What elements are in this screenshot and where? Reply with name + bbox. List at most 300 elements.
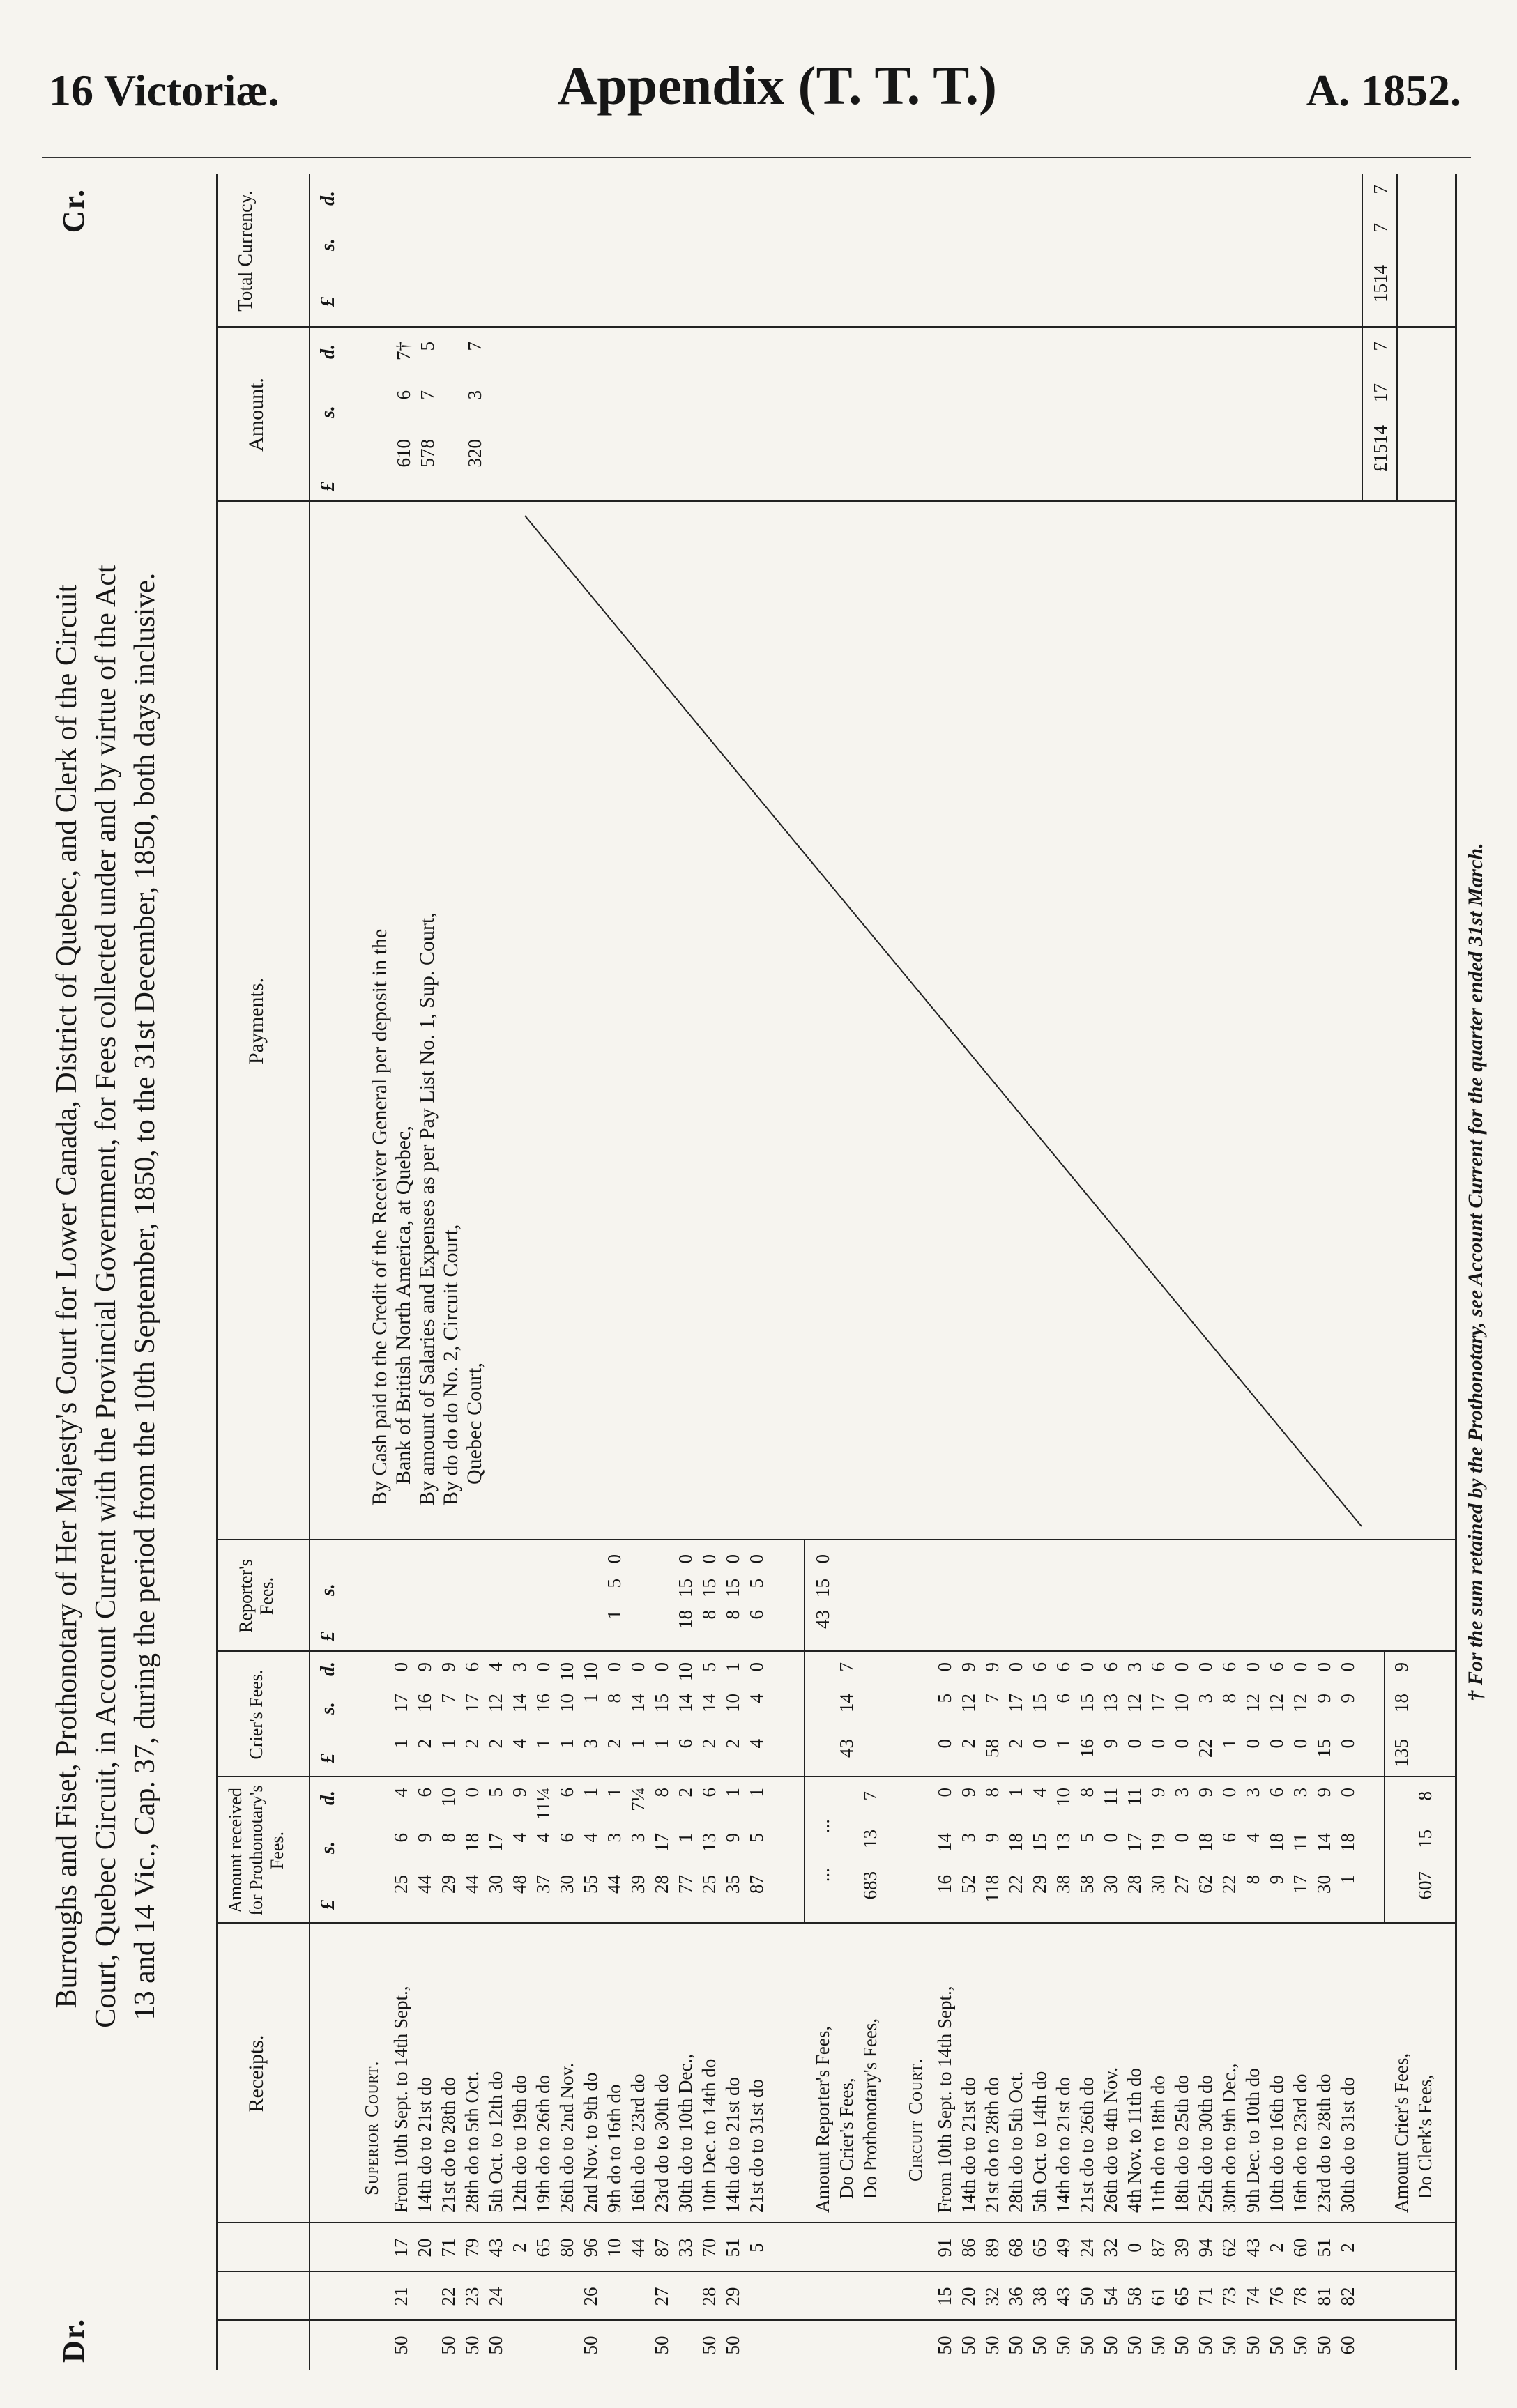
- proth-pence: 4: [390, 1788, 411, 1797]
- proth-shillings: 0: [1100, 1833, 1121, 1843]
- period-cell: 16th do to 23rd do: [1290, 2073, 1311, 2213]
- total-currency: [1369, 174, 1392, 328]
- proth-shillings: 4: [580, 1833, 601, 1843]
- circuit-clerk-total-d: 8: [1415, 1791, 1435, 1801]
- count-cell: 32: [1100, 2238, 1121, 2257]
- crier-pounds: 4: [509, 1739, 530, 1749]
- number-cell: 71: [1195, 2287, 1216, 2306]
- crier-pence: 0: [1337, 1662, 1358, 1672]
- amt3-l: 320: [464, 439, 485, 468]
- crier-pounds: 0: [1124, 1739, 1145, 1749]
- crier-pounds: 1: [1053, 1739, 1074, 1749]
- crier-shillings: 12: [485, 1694, 506, 1712]
- crier-pounds: 2: [1005, 1739, 1026, 1749]
- crier-pence: 1: [722, 1662, 743, 1672]
- proth-pounds: 62: [1195, 1875, 1216, 1894]
- number-cell: 23: [462, 2287, 482, 2306]
- proth-pounds: 39: [627, 1875, 648, 1894]
- count-cell: 80: [556, 2238, 577, 2257]
- proth-pence: 6: [556, 1788, 577, 1797]
- crier-heading: Crier's Fees.: [246, 1669, 266, 1760]
- debit-label: Dr.: [56, 2317, 91, 2363]
- rotated-account-table: [42, 174, 1487, 2370]
- crier-shillings: 16: [414, 1694, 435, 1712]
- crier-pounds: 0: [934, 1739, 955, 1749]
- crier-pence: 0: [934, 1662, 955, 1672]
- proth-shillings: 18: [1005, 1833, 1026, 1852]
- unit-reporter-s: s.: [317, 1583, 339, 1596]
- proth-shillings: 3: [627, 1833, 648, 1843]
- circuit-crier-total-l: 135: [1391, 1739, 1412, 1767]
- count-cell: 33: [675, 2238, 696, 2257]
- proth-pence: 1: [722, 1788, 743, 1797]
- reporter-total-d: 0: [812, 1554, 833, 1564]
- crier-shillings: 10: [1171, 1694, 1192, 1712]
- number-cell: 43: [1053, 2287, 1074, 2306]
- proth-pounds: 17: [1290, 1875, 1311, 1894]
- crier-pence: 0: [651, 1662, 672, 1672]
- proth-pence: 9: [1195, 1788, 1216, 1797]
- crier-shillings: 14: [675, 1694, 696, 1712]
- period-cell: 23rd do to 30th do: [651, 2073, 672, 2213]
- count-cell: 2: [1337, 2243, 1358, 2253]
- proth-pounds: 38: [1053, 1875, 1074, 1894]
- proth-pounds: 22: [1219, 1875, 1240, 1894]
- period-cell: 23rd do to 28th do: [1313, 2073, 1334, 2213]
- proth-pounds: 48: [509, 1875, 530, 1894]
- crier-pounds: 15: [1313, 1739, 1334, 1758]
- period-cell: From 10th Sept. to 14th Sept.,: [390, 1986, 411, 2213]
- number-cell: 81: [1313, 2287, 1334, 2306]
- crier-pence: 0: [1171, 1662, 1192, 1672]
- proth-shillings: 8: [438, 1833, 459, 1843]
- reporter-pounds: 8: [722, 1610, 743, 1620]
- count-cell: 51: [722, 2238, 743, 2257]
- currency-d: 7: [1370, 185, 1391, 194]
- proth-total-l: 683: [860, 1871, 881, 1900]
- amount-crier-label: Do Crier's Fees,: [836, 2078, 857, 2199]
- reporter-total-l: 43: [812, 1610, 833, 1629]
- reporter-pounds: 6: [746, 1610, 767, 1620]
- title-line-2: Court, Quebec Circuit, in Account Current with the Provincial Government, for Fees collected under and by virtue of the Act: [90, 565, 122, 2028]
- folio-cell: 50: [1219, 2336, 1240, 2355]
- amount-heading: Amount.: [245, 378, 268, 452]
- reporter-total-s: 15: [812, 1579, 833, 1597]
- page-header: [0, 0, 1517, 160]
- reporter-shillings: 15: [699, 1579, 719, 1597]
- proth-pounds: 28: [651, 1875, 672, 1894]
- title-line-3: 13 and 14 Vic., Cap. 37, during the period from the 10th September, 1850, to the 31st December, 1850, both days inclusive.: [129, 572, 161, 2020]
- count-cell: 49: [1053, 2238, 1074, 2257]
- period-cell: 11th do to 18th do: [1148, 2075, 1168, 2213]
- proth-pence: 1: [604, 1788, 625, 1797]
- number-cell: 20: [958, 2287, 979, 2306]
- count-cell: 79: [462, 2238, 482, 2257]
- period-cell: 21st do to 31st do: [746, 2078, 767, 2213]
- count-cell: 65: [533, 2238, 554, 2257]
- proth-pence: 1: [1005, 1788, 1026, 1797]
- payment-line-4: By do do do No. 2, Circuit Court,: [439, 1224, 462, 1505]
- folio-cell: 50: [580, 2336, 601, 2355]
- crier-pounds: 2: [414, 1739, 435, 1749]
- proth-shillings: 9: [982, 1833, 1003, 1843]
- period-cell: 21st do to 28th do: [982, 2076, 1003, 2213]
- count-cell: 70: [699, 2238, 719, 2257]
- crier-pence: 9: [438, 1662, 459, 1672]
- proth-shillings: 17: [485, 1833, 506, 1852]
- period-cell: 9th do to 16th do: [604, 2084, 625, 2213]
- proth-shillings: 19: [1148, 1833, 1168, 1852]
- crier-pounds: 22: [1195, 1739, 1216, 1758]
- reporter-pence: 0: [675, 1554, 696, 1564]
- amt1-d: 7†: [393, 342, 414, 360]
- period-cell: 4th Nov. to 11th do: [1124, 2068, 1145, 2213]
- reporter-pounds: 8: [699, 1610, 719, 1620]
- folio-cell: 50: [699, 2336, 719, 2355]
- totals-rule: [1362, 174, 1363, 502]
- circuit-clerk-label: Do Clerk's Fees,: [1415, 2074, 1435, 2199]
- proth-pounds: 118: [982, 1875, 1003, 1903]
- crier-pence: 9: [958, 1662, 979, 1672]
- header-year: A. 1852.: [1306, 66, 1461, 115]
- crier-pounds: 1: [533, 1739, 554, 1749]
- folio-cell: 50: [1005, 2336, 1026, 2355]
- proth-pence: 0: [1219, 1788, 1240, 1797]
- crier-pence: 9: [414, 1662, 435, 1672]
- folio-cell: 50: [1076, 2336, 1097, 2355]
- crier-shillings: 16: [533, 1694, 554, 1712]
- proth-total-d: 7: [860, 1791, 881, 1801]
- proth-pence: 1: [746, 1788, 767, 1797]
- proth-pence: 0: [934, 1788, 955, 1797]
- reporter-shillings: 5: [604, 1579, 625, 1588]
- reporter-pence: 0: [746, 1554, 767, 1564]
- number-cell: 54: [1100, 2287, 1121, 2306]
- crier-shillings: 12: [1266, 1694, 1287, 1712]
- ledger-frame: [216, 174, 1457, 2370]
- crier-pounds: 0: [1171, 1739, 1192, 1749]
- proth-shillings: 17: [1124, 1833, 1145, 1852]
- proth-shillings: 18: [1195, 1833, 1216, 1852]
- folio-cell: 50: [982, 2336, 1003, 2355]
- proth-pounds: 52: [958, 1875, 979, 1894]
- proth-dots-2: ...: [812, 1819, 833, 1834]
- payment-line-2: Bank of British North America, at Quebec,: [392, 1126, 415, 1485]
- count-cell: 60: [1290, 2238, 1311, 2257]
- crier-shillings: 9: [1337, 1694, 1358, 1703]
- proth-pence: 9: [958, 1788, 979, 1797]
- crier-pence: 10: [556, 1662, 577, 1681]
- folio-cell: 50: [485, 2336, 506, 2355]
- crier-pounds: 0: [1148, 1739, 1168, 1749]
- period-cell: 25th do to 30th do: [1195, 2074, 1216, 2213]
- circuit-clerk-total-l: 607: [1415, 1871, 1435, 1900]
- period-cell: 2nd Nov. to 9th do: [580, 2072, 601, 2213]
- proth-shillings: 1: [675, 1833, 696, 1843]
- count-cell: 89: [982, 2238, 1003, 2257]
- folio-cell: 50: [958, 2336, 979, 2355]
- header-appendix: Appendix (T. T. T.): [558, 55, 997, 116]
- proth-pounds: 30: [1100, 1875, 1121, 1894]
- crier-shillings: 12: [1124, 1694, 1145, 1712]
- number-cell: 28: [699, 2287, 719, 2306]
- period-cell: 30th do to 31st do: [1337, 2076, 1358, 2213]
- unit-total-s: s.: [317, 238, 339, 251]
- proth-pounds: 27: [1171, 1875, 1192, 1894]
- crier-pence: 0: [1005, 1662, 1026, 1672]
- period-cell: 12th do to 19th do: [509, 2074, 530, 2213]
- crier-shillings: 15: [1076, 1694, 1097, 1712]
- crier-pounds: 2: [604, 1739, 625, 1749]
- crier-pounds: 1: [438, 1739, 459, 1749]
- folio-cell: 50: [1266, 2336, 1287, 2355]
- proth-pence: 3: [1290, 1788, 1311, 1797]
- crier-shillings: 14: [699, 1694, 719, 1712]
- amt2-s: 7: [417, 390, 438, 400]
- crier-shillings: 17: [1005, 1694, 1026, 1712]
- proth-pounds: 25: [699, 1875, 719, 1894]
- proth-shillings: 18: [462, 1833, 482, 1852]
- folio-cell: 50: [1100, 2336, 1121, 2355]
- proth-pounds: 35: [722, 1875, 743, 1894]
- crier-pence: 0: [1076, 1662, 1097, 1672]
- period-cell: 16th do to 23rd do: [627, 2073, 648, 2213]
- footnote: † For the sum retained by the Prothonotary, see Account Current for the quarter ended 31st March.: [1464, 843, 1487, 1701]
- folio-cell: 50: [1195, 2336, 1216, 2355]
- proth-dots-1: ...: [812, 1868, 833, 1882]
- number-cell: 74: [1242, 2287, 1263, 2306]
- header-rule: [42, 157, 1471, 158]
- payment-total: [1369, 328, 1392, 502]
- proth-shillings: 13: [1053, 1833, 1074, 1852]
- period-cell: 30th do to 9th Dec.,: [1219, 2063, 1240, 2213]
- crier-pence: 3: [509, 1662, 530, 1672]
- unit-total-l: £: [317, 297, 339, 307]
- proth-pounds: 29: [1029, 1875, 1050, 1894]
- reporter-shillings: 15: [722, 1579, 743, 1597]
- proth-pounds: 30: [485, 1875, 506, 1894]
- count-cell: 5: [746, 2243, 767, 2253]
- proth-shillings: 4: [1242, 1833, 1263, 1843]
- proth-pounds: 44: [462, 1875, 482, 1894]
- proth-pence: 11: [1124, 1788, 1145, 1806]
- folio-cell: 60: [1337, 2336, 1358, 2355]
- folio-cell: 50: [1171, 2336, 1192, 2355]
- crier-pence: 0: [1313, 1662, 1334, 1672]
- crier-pence: 0: [1242, 1662, 1263, 1672]
- proth-pounds: 9: [1266, 1875, 1287, 1885]
- reporter-heading: Reporter's Fees.: [236, 1559, 277, 1633]
- crier-pence: 9: [982, 1662, 1003, 1672]
- proth-shillings: 6: [1219, 1833, 1240, 1843]
- header-session: 16 Victoriæ.: [49, 66, 280, 115]
- title-text: [47, 300, 165, 2293]
- proth-pounds: 25: [390, 1875, 411, 1894]
- unit-proth-s: s.: [317, 1841, 339, 1854]
- number-cell: 82: [1337, 2287, 1358, 2306]
- number-cell: 76: [1266, 2287, 1287, 2306]
- period-cell: 28th do to 5th Oct.: [462, 2071, 482, 2213]
- amount-proth-label: Do Prothonotary's Fees,: [860, 2018, 881, 2199]
- crier-pence: 5: [699, 1662, 719, 1672]
- folio-cell: 50: [651, 2336, 672, 2355]
- crier-shillings: 14: [627, 1694, 648, 1712]
- proth-shillings: 18: [1266, 1833, 1287, 1852]
- number-cell: 29: [722, 2287, 743, 2306]
- proth-pounds: 55: [580, 1875, 601, 1894]
- crier-pounds: 9: [1100, 1739, 1121, 1749]
- proth-pence: 6: [699, 1788, 719, 1797]
- crier-pounds: 0: [1337, 1739, 1358, 1749]
- payment-line-3: By amount of Salaries and Expenses as per Pay List No. 1, Sup. Court,: [416, 912, 439, 1505]
- count-cell: 71: [438, 2238, 459, 2257]
- number-cell: 61: [1148, 2287, 1168, 2306]
- amt3-d: 7: [464, 342, 485, 351]
- unit-amount-s: s.: [317, 406, 339, 418]
- proth-pounds: 30: [1313, 1875, 1334, 1894]
- total-heading: Total Currency.: [235, 190, 257, 312]
- proth-total-s: 13: [860, 1830, 881, 1848]
- reporter-pounds: 18: [675, 1610, 696, 1629]
- crier-shillings: 15: [651, 1694, 672, 1712]
- number-cell: 73: [1219, 2287, 1240, 2306]
- circuit-crier-total-s: 18: [1391, 1694, 1412, 1712]
- crier-shillings: 17: [390, 1694, 411, 1712]
- count-cell: 87: [1148, 2238, 1168, 2257]
- crier-pounds: 1: [390, 1739, 411, 1749]
- period-cell: 21st do to 28th do: [438, 2076, 459, 2213]
- currency-l: 1514: [1370, 265, 1391, 302]
- crier-pence: 0: [390, 1662, 411, 1672]
- proth-shillings: 15: [1029, 1833, 1050, 1852]
- amt2-d: 5: [417, 342, 438, 351]
- payment-line-5: Quebec Court,: [463, 1363, 486, 1485]
- circuit-crier-total-d: 9: [1391, 1662, 1412, 1672]
- payment-line-1: By Cash paid to the Credit of the Receiver General per deposit in the: [368, 928, 391, 1505]
- count-cell: 39: [1171, 2238, 1192, 2257]
- prothonotary-heading: Amount received for Prothonotary's Fees.: [225, 1785, 287, 1916]
- crier-shillings: 15: [1029, 1694, 1050, 1712]
- reporter-shillings: 15: [675, 1579, 696, 1597]
- crier-pence: 6: [1100, 1662, 1121, 1672]
- crier-shillings: 14: [509, 1694, 530, 1712]
- proth-shillings: 3: [958, 1833, 979, 1843]
- proth-pence: 7¼: [627, 1788, 648, 1811]
- number-cell: 22: [438, 2287, 459, 2306]
- folio-cell: 50: [1053, 2336, 1074, 2355]
- folio-cell: 50: [934, 2336, 955, 2355]
- period-cell: 26th do to 2nd Nov.: [556, 2063, 577, 2213]
- period-cell: 21st do to 26th do: [1076, 2076, 1097, 2213]
- crier-total-l: 43: [836, 1739, 857, 1758]
- number-cell: 26: [580, 2287, 601, 2306]
- proth-pounds: 22: [1005, 1875, 1026, 1894]
- currency-s: 7: [1370, 223, 1391, 233]
- amt2-l: 578: [417, 439, 438, 468]
- crier-pence: 3: [1124, 1662, 1145, 1672]
- period-cell: 14th do to 21st do: [414, 2076, 435, 2213]
- unit-amount-d: d.: [317, 344, 339, 359]
- amt3-s: 3: [464, 390, 485, 400]
- crier-pounds: 4: [746, 1739, 767, 1749]
- crier-shillings: 4: [746, 1694, 767, 1703]
- proth-pounds: 28: [1124, 1875, 1145, 1894]
- title-line-1: Burroughs and Fiset, Prothonotary of Her Majesty's Court for Lower Canada, District of Quebec, and Clerk of the Circuit: [51, 584, 83, 2009]
- count-cell: 2: [509, 2243, 530, 2253]
- crier-shillings: 12: [1290, 1694, 1311, 1712]
- proth-shillings: 4: [533, 1833, 554, 1843]
- proth-pence: 5: [485, 1788, 506, 1797]
- count-cell: 91: [934, 2238, 955, 2257]
- crier-shillings: 7: [982, 1694, 1003, 1703]
- proth-pence: 9: [509, 1788, 530, 1797]
- crier-pounds: 2: [722, 1739, 743, 1749]
- amount-reporter-label: Amount Reporter's Fees,: [812, 2025, 833, 2213]
- period-cell: 26th do to 4th Nov.: [1100, 2067, 1121, 2213]
- proth-pence: 3: [1171, 1788, 1192, 1797]
- crier-pence: 10: [580, 1662, 601, 1681]
- folio-cell: 50: [462, 2336, 482, 2355]
- crier-shillings: 9: [1313, 1694, 1334, 1703]
- folio-cell: 50: [1124, 2336, 1145, 2355]
- reporter-pounds: 1: [604, 1610, 625, 1620]
- proth-pounds: 16: [934, 1875, 955, 1894]
- proth-shillings: 6: [390, 1833, 411, 1843]
- count-cell: 0: [1124, 2243, 1145, 2253]
- crier-pounds: 2: [485, 1739, 506, 1749]
- number-cell: 78: [1290, 2287, 1311, 2306]
- period-cell: 10th Dec. to 14th do: [699, 2058, 719, 2213]
- crier-pounds: 6: [675, 1739, 696, 1749]
- crier-pence: 6: [1219, 1662, 1240, 1672]
- unit-crier-s: s.: [317, 1702, 339, 1715]
- period-cell: 19th do to 26th do: [533, 2074, 554, 2213]
- crier-pence: 10: [675, 1662, 696, 1681]
- proth-pence: 6: [414, 1788, 435, 1797]
- period-cell: 9th Dec. to 10th do: [1242, 2068, 1263, 2213]
- count-cell: 87: [651, 2238, 672, 2257]
- crier-pence: 0: [533, 1662, 554, 1672]
- number-cell: 15: [934, 2287, 955, 2306]
- folio-cell: 50: [722, 2336, 743, 2355]
- superior-court-heading: Superior Court.: [361, 2060, 382, 2195]
- folio-cell: 50: [438, 2336, 459, 2355]
- folio-cell: 50: [1029, 2336, 1050, 2355]
- number-cell: 32: [982, 2287, 1003, 2306]
- folio-cell: 50: [390, 2336, 411, 2355]
- period-cell: 14th do to 21st do: [1053, 2076, 1074, 2213]
- unit-proth-l: £: [317, 1900, 339, 1910]
- proth-pence: 6: [1266, 1788, 1287, 1797]
- proth-pounds: 77: [675, 1875, 696, 1894]
- period-cell: 18th do to 25th do: [1171, 2074, 1192, 2213]
- proth-pence: 10: [1053, 1788, 1074, 1807]
- count-cell: 96: [580, 2238, 601, 2257]
- amt1-l: 610: [393, 439, 414, 468]
- period-cell: 14th do to 21st do: [722, 2076, 743, 2213]
- proth-shillings: 3: [604, 1833, 625, 1843]
- folio-cell: 50: [1290, 2336, 1311, 2355]
- crier-pounds: 0: [1242, 1739, 1263, 1749]
- number-cell: 36: [1005, 2287, 1026, 2306]
- proth-pounds: 1: [1337, 1875, 1358, 1885]
- proth-pounds: 44: [414, 1875, 435, 1894]
- unit-crier-l: £: [317, 1754, 339, 1763]
- proth-pounds: 37: [533, 1875, 554, 1894]
- crier-pence: 6: [1266, 1662, 1287, 1672]
- crier-pounds: 1: [1219, 1739, 1240, 1749]
- proth-shillings: 14: [934, 1833, 955, 1852]
